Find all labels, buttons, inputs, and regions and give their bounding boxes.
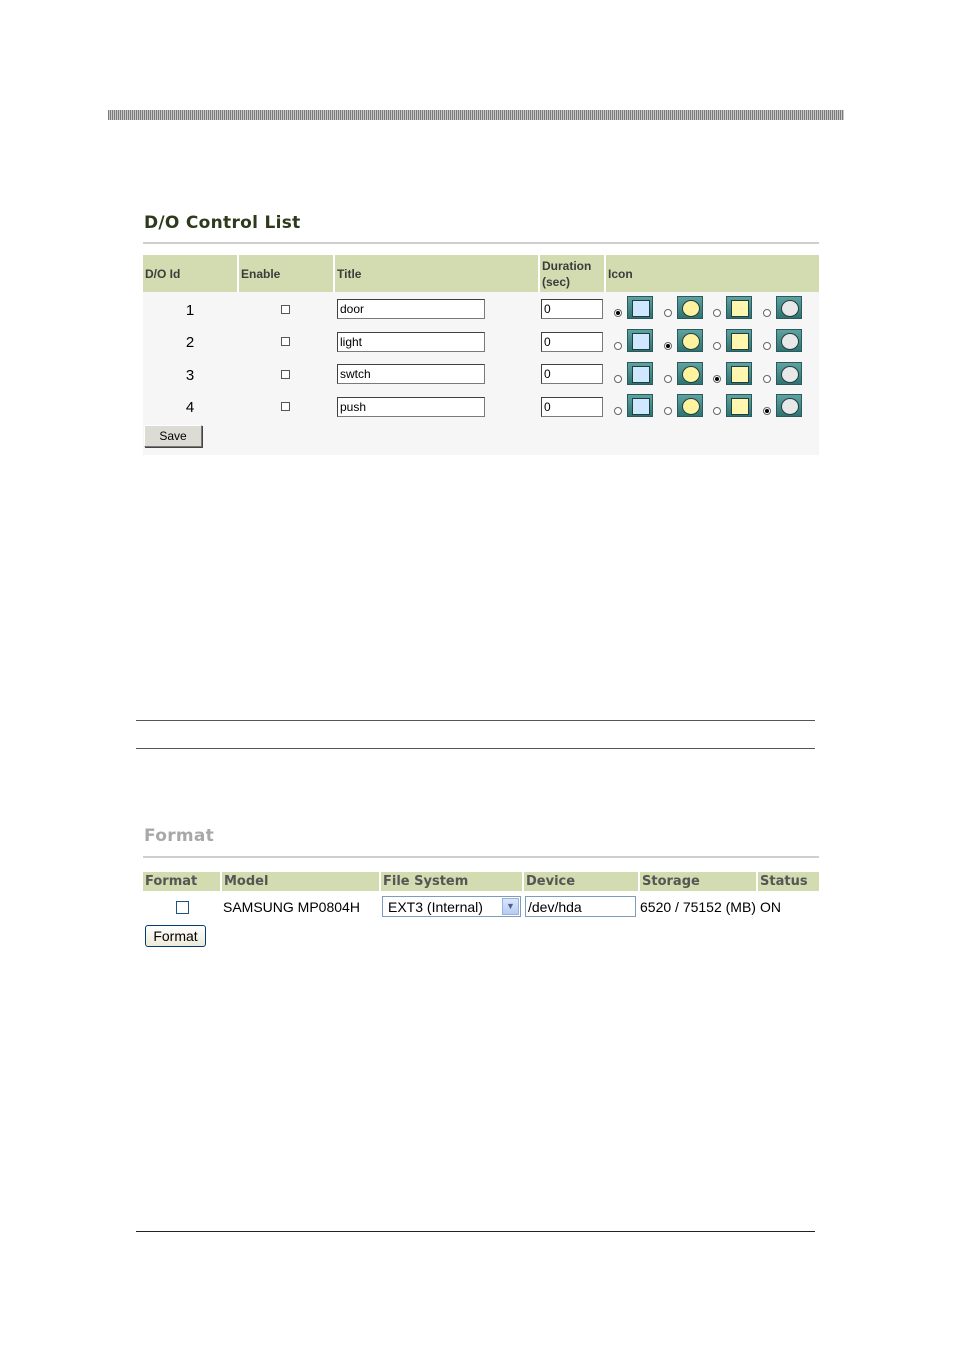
do-table-header	[143, 255, 819, 292]
header-duration-line1: Duration	[542, 258, 592, 273]
format-button[interactable]: Format	[145, 925, 206, 947]
duration-input-4[interactable]	[541, 397, 603, 417]
do-id-1: 1	[185, 302, 195, 319]
icon-radio-4-switch[interactable]	[713, 407, 721, 415]
title-input-2[interactable]	[337, 332, 485, 352]
switch-icon	[726, 296, 752, 319]
icon-radio-1-push[interactable]	[763, 309, 771, 317]
format-checkbox[interactable]	[176, 901, 189, 914]
icon-radio-1-door[interactable]	[614, 309, 622, 317]
door-icon	[627, 394, 653, 417]
icon-radio-2-door[interactable]	[614, 342, 622, 350]
header-duration-line2: (sec)	[542, 274, 571, 289]
header-format: Format	[143, 872, 220, 891]
icon-radio-4-door[interactable]	[614, 407, 622, 415]
do-row-2	[143, 328, 819, 360]
do-row-4	[143, 393, 819, 425]
icon-radio-3-push[interactable]	[763, 375, 771, 383]
status-value: ON	[760, 899, 781, 915]
file-system-select[interactable]	[382, 896, 521, 917]
enable-checkbox-1[interactable]	[281, 305, 290, 314]
header-status: Status	[758, 872, 819, 891]
icon-radio-3-door[interactable]	[614, 375, 622, 383]
door-icon	[627, 362, 653, 385]
header-model: Model	[222, 872, 379, 891]
divider-bottom	[136, 748, 815, 749]
divider-top	[136, 720, 815, 721]
switch-icon	[726, 394, 752, 417]
header-file-system: File System	[381, 872, 522, 891]
icon-radio-4-light[interactable]	[664, 407, 672, 415]
icon-radio-1-switch[interactable]	[713, 309, 721, 317]
do-id-3: 3	[185, 367, 195, 384]
format-title-rule	[143, 856, 819, 858]
door-icon	[627, 329, 653, 352]
title-input-1[interactable]	[337, 299, 485, 319]
light-bulb-icon	[677, 296, 703, 319]
enable-checkbox-4[interactable]	[281, 402, 290, 411]
header-storage: Storage	[640, 872, 756, 891]
header-title: Title	[335, 255, 540, 292]
icon-radio-2-switch[interactable]	[713, 342, 721, 350]
save-button[interactable]: Save	[144, 425, 202, 447]
enable-checkbox-3[interactable]	[281, 370, 290, 379]
icon-radio-1-light[interactable]	[664, 309, 672, 317]
storage-value: 6520 / 75152 (MB)	[640, 899, 756, 915]
header-do-id: D/O Id	[143, 255, 239, 292]
title-input-3[interactable]	[337, 364, 485, 384]
chevron-down-icon[interactable]: ▼	[502, 898, 519, 915]
door-icon	[627, 296, 653, 319]
light-bulb-icon	[677, 394, 703, 417]
switch-icon	[726, 362, 752, 385]
do-id-4: 4	[185, 399, 195, 416]
push-button-icon	[776, 329, 802, 352]
icon-radio-2-push[interactable]	[763, 342, 771, 350]
page-bottom-rule	[136, 1231, 815, 1232]
top-decorative-bar	[108, 110, 844, 120]
title-input-4[interactable]	[337, 397, 485, 417]
header-enable: Enable	[239, 255, 335, 292]
file-system-value: EXT3 (Internal)	[388, 899, 483, 915]
device-input[interactable]	[525, 896, 636, 917]
header-device: Device	[524, 872, 638, 891]
duration-input-2[interactable]	[541, 332, 603, 352]
light-bulb-icon	[677, 362, 703, 385]
enable-checkbox-2[interactable]	[281, 337, 290, 346]
do-control-list-title: D/O Control List	[144, 213, 301, 233]
push-button-icon	[776, 362, 802, 385]
icon-radio-3-light[interactable]	[664, 375, 672, 383]
push-button-icon	[776, 296, 802, 319]
do-id-2: 2	[185, 334, 195, 351]
header-duration	[540, 255, 606, 292]
duration-input-1[interactable]	[541, 299, 603, 319]
do-title-rule	[143, 242, 819, 244]
do-row-3	[143, 361, 819, 393]
icon-radio-4-push[interactable]	[763, 407, 771, 415]
switch-icon	[726, 329, 752, 352]
model-value: SAMSUNG MP0804H	[223, 899, 360, 915]
format-title: Format	[144, 826, 215, 846]
push-button-icon	[776, 394, 802, 417]
duration-input-3[interactable]	[541, 364, 603, 384]
light-bulb-icon	[677, 329, 703, 352]
icon-radio-2-light[interactable]	[664, 342, 672, 350]
do-row-1	[143, 296, 819, 328]
icon-radio-3-switch[interactable]	[713, 375, 721, 383]
header-icon: Icon	[606, 255, 819, 292]
